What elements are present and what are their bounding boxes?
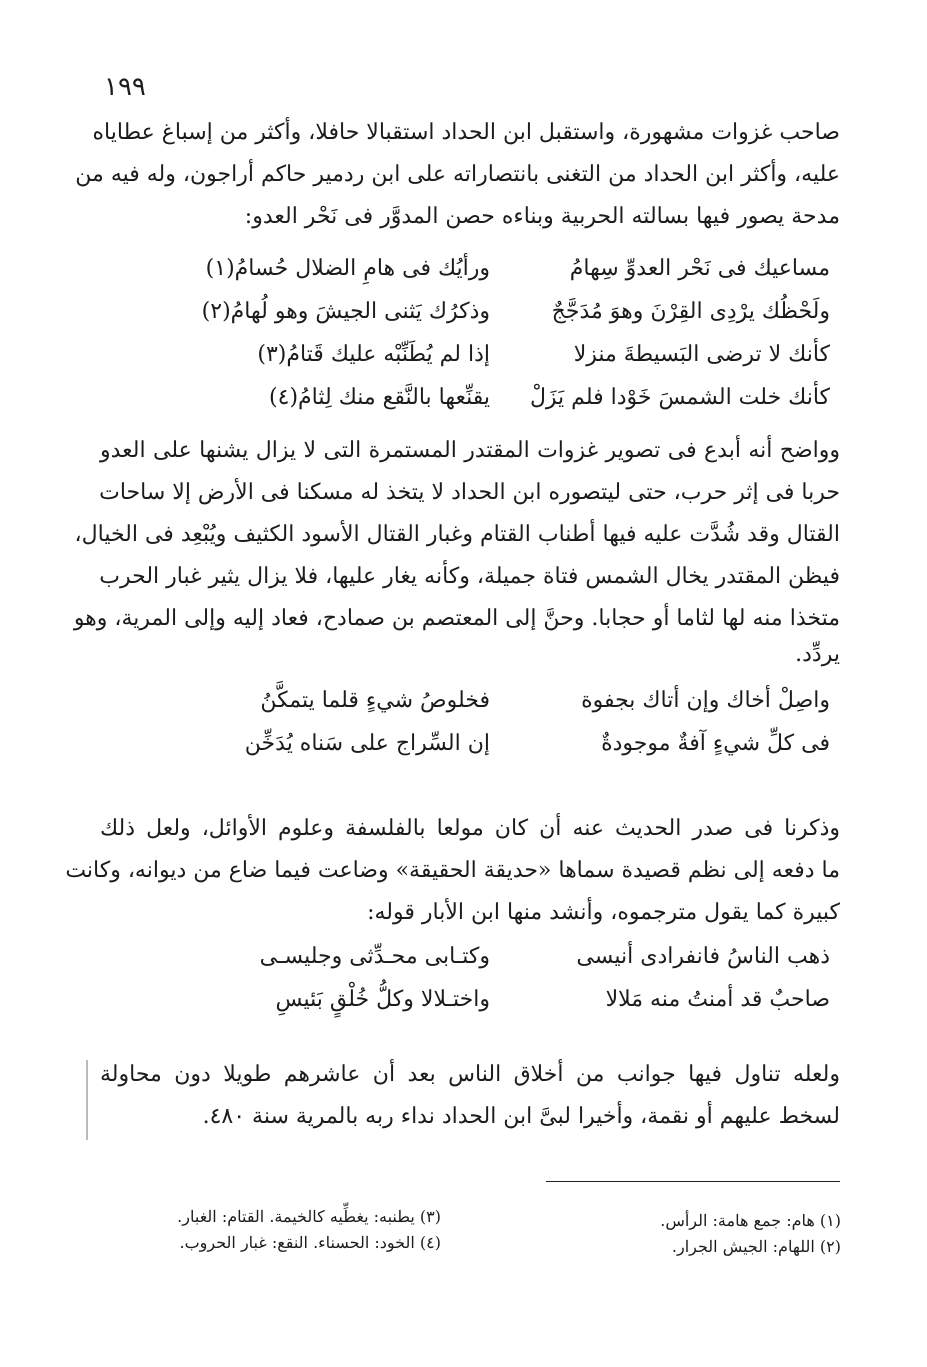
paragraph-line: لسخط عليهم أو نقمة، وأخيرا لبىَّ ابن الحداد نداء ربه بالمرية سنة ٤٨٠. xyxy=(202,1104,840,1129)
verse-first-hemistich: ولَحْظُك يرْدِى القِرْنَ وهوَ مُدَجَّجٌ xyxy=(551,299,830,324)
verse-line xyxy=(150,299,830,342)
paragraph-3 xyxy=(65,808,840,934)
paragraph-line: متخذا منه لها لثاما أو حجابا. وحنَّ إلى المعتصم بن صمادح، فعاد إليه وإلى المرية، وهو xyxy=(73,606,840,631)
footnotes-right-column xyxy=(660,1208,841,1260)
paragraph-line: عليه، وأكثر ابن الحداد من التغنى بانتصاراته على ابن ردمير حاكم أراجون، وله فيه من xyxy=(75,162,840,187)
verse-first-hemistich: كأنك لا ترضى البَسيطةَ منزلا xyxy=(573,342,830,367)
paragraph-line: ما دفعه إلى نظم قصيدة سماها «حديقة الحقيقة» وضاعت فيما ضاع من ديوانه، وكانت xyxy=(65,858,840,883)
verse-first-hemistich: فى كلِّ شيءٍ آفةٌ موجودةٌ xyxy=(601,731,830,756)
page-number: ١٩٩ xyxy=(104,72,146,102)
paragraph-1 xyxy=(75,112,840,238)
verse-second-hemistich: إذا لم يُطَنِّبْه عليك قَتامُ(٣) xyxy=(257,342,490,367)
poem-2 xyxy=(150,688,830,774)
verse-second-hemistich: وذكرُك يَثنى الجيشَ وهو لُهامُ(٢) xyxy=(201,299,490,324)
footnote-separator xyxy=(546,1181,840,1182)
paragraph-line: كبيرة كما يقول مترجموه، وأنشد منها ابن الأبار قوله: xyxy=(367,900,840,925)
verse-line xyxy=(150,385,830,428)
verse-second-hemistich: واختـلالا وكلُّ خُلْقٍ بَئيسِ xyxy=(275,987,490,1012)
verse-line xyxy=(150,987,830,1030)
paragraph-line: ولعله تناول فيها جوانب من أخلاق الناس بعد أن عاشرهم طويلا دون محاولة xyxy=(100,1062,840,1087)
verse-line xyxy=(150,944,830,987)
verse-second-hemistich: إن السِّراج على سَناه يُدَخِّن xyxy=(244,731,490,756)
paragraph-4 xyxy=(100,1054,840,1138)
verse-second-hemistich: فخلوصُ شيءٍ قلما يتمكَّنُ xyxy=(260,688,490,713)
verse-first-hemistich: كأنك خلت الشمسَ خَوْدا فلم يَزَلْ xyxy=(529,385,830,410)
verse-first-hemistich: ذهب الناسُ فانفرادى أنيسى xyxy=(576,944,830,969)
paragraph-2 xyxy=(73,430,840,670)
verse-second-hemistich: يقنِّعها بالنَّقع منك لِثامُ(٤) xyxy=(269,385,490,410)
paragraph-line: يردِّد. xyxy=(795,642,840,667)
footnote: (٣) يطنبه: يغطِّيه كالخيمة. القتام: الغبار. xyxy=(177,1207,441,1226)
footnote: (١) هام: جمع هامة: الرأس. xyxy=(660,1211,841,1230)
verse-first-hemistich: صاحبٌ قد أمنتُ منه مَلالا xyxy=(605,987,830,1012)
scan-margin-mark xyxy=(86,1060,88,1140)
verse-line xyxy=(150,342,830,385)
paragraph-line: حربا فى إثر حرب، حتى ليتصوره ابن الحداد لا يتخذ له مسكنا فى الأرض إلا ساحات xyxy=(99,480,840,505)
paragraph-line: القتال وقد شُدَّت عليه فيها أطناب القتام وغبار القتال الأسود الكثيف ويُبْعِد فى الخيال، xyxy=(74,522,840,547)
verse-line xyxy=(150,731,830,774)
paragraph-line: وذكرنا فى صدر الحديث عنه أن كان مولعا بالفلسفة وعلوم الأوائل، ولعل ذلك xyxy=(100,816,840,841)
verse-second-hemistich: ورأيُك فى هامِ الضلال حُسامُ(١) xyxy=(205,256,490,281)
poem-3 xyxy=(150,944,830,1030)
footnotes-left-column xyxy=(177,1204,441,1256)
paragraph-line: وواضح أنه أبدع فى تصوير غزوات المقتدر المستمرة التى لا يزال يشنها على العدو xyxy=(100,438,840,463)
paragraph-line: مدحة يصور فيها بسالته الحربية وبناءه حصن المدوَّر فى نَحْر العدو: xyxy=(244,204,840,229)
paragraph-line: فيظن المقتدر يخال الشمس فتاة جميلة، وكأنه يغار عليها، فلا يزال يثير غبار الحرب xyxy=(99,564,840,589)
poem-1 xyxy=(150,256,830,428)
verse-first-hemistich: واصِلْ أخاك وإن أتاك بجفوة xyxy=(581,688,830,713)
paragraph-line: صاحب غزوات مشهورة، واستقبل ابن الحداد استقبالا حافلا، وأكثر من إسباغ عطاياه xyxy=(92,120,840,145)
footnote: (٢) اللهام: الجيش الجرار. xyxy=(671,1237,841,1256)
verse-line xyxy=(150,688,830,731)
verse-second-hemistich: وكتـابى محـدِّثى وجليسـى xyxy=(259,944,490,969)
footnote: (٤) الخود: الحسناء. النقع: غبار الحروب. xyxy=(179,1233,441,1252)
verse-first-hemistich: مساعيك فى نَحْر العدوِّ سِهامُ xyxy=(569,256,830,281)
verse-line xyxy=(150,256,830,299)
